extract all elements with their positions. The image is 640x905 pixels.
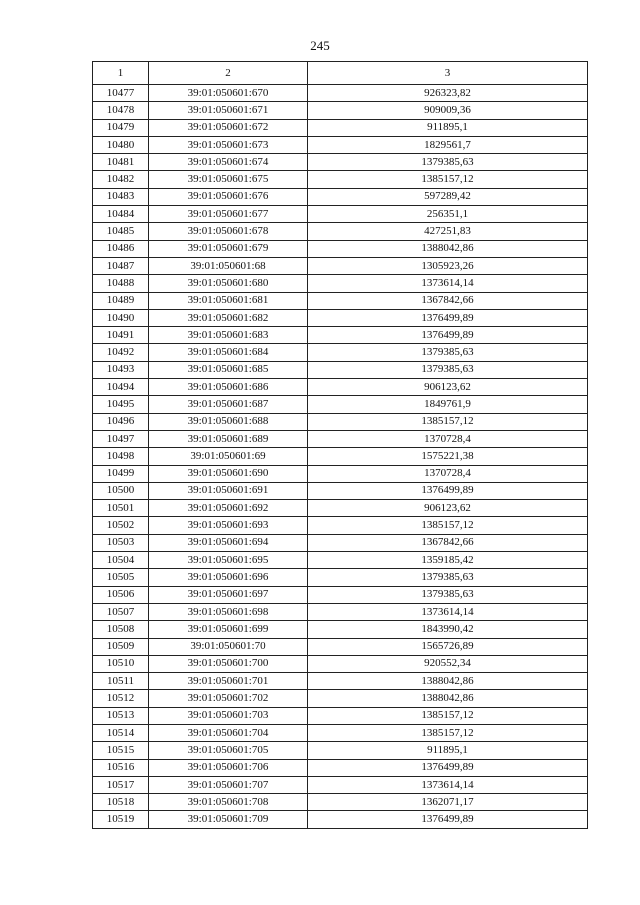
table-row (93, 794, 588, 811)
table-row (93, 482, 588, 499)
row-number-cell: 10508 (93, 621, 149, 638)
cadastral-number-cell: 39:01:050601:674 (149, 154, 308, 171)
cadastral-number-cell: 39:01:050601:706 (149, 759, 308, 776)
cadastral-value-cell: 256351,1 (308, 206, 588, 223)
cadastral-number-cell: 39:01:050601:676 (149, 188, 308, 205)
cadastral-value-cell: 1379385,63 (308, 569, 588, 586)
row-number-cell: 10502 (93, 517, 149, 534)
row-number-cell: 10478 (93, 102, 149, 119)
table-row (93, 240, 588, 257)
cadastral-value-cell: 1373614,14 (308, 275, 588, 292)
row-number-cell: 10517 (93, 776, 149, 793)
table-row (93, 517, 588, 534)
row-number-cell: 10494 (93, 379, 149, 396)
cadastral-value-cell: 1373614,14 (308, 776, 588, 793)
table-row (93, 119, 588, 136)
cadastral-value-cell: 906123,62 (308, 379, 588, 396)
table-row (93, 396, 588, 413)
cadastral-value-table (92, 61, 588, 829)
cadastral-number-cell: 39:01:050601:677 (149, 206, 308, 223)
cadastral-number-cell: 39:01:050601:703 (149, 707, 308, 724)
table-row (93, 154, 588, 171)
cadastral-number-cell: 39:01:050601:705 (149, 742, 308, 759)
cadastral-number-cell: 39:01:050601:696 (149, 569, 308, 586)
page-number: 245 (310, 38, 330, 53)
cadastral-number-cell: 39:01:050601:700 (149, 655, 308, 672)
table-body (93, 85, 588, 829)
table-row (93, 673, 588, 690)
column-header-3: 3 (308, 62, 588, 85)
table-row (93, 638, 588, 655)
row-number-cell: 10514 (93, 724, 149, 741)
row-number-cell: 10518 (93, 794, 149, 811)
cadastral-number-cell: 39:01:050601:709 (149, 811, 308, 828)
row-number-cell: 10511 (93, 673, 149, 690)
cadastral-value-cell: 1379385,63 (308, 154, 588, 171)
table-row (93, 603, 588, 620)
table-row (93, 776, 588, 793)
row-number-cell: 10490 (93, 309, 149, 326)
row-number-cell: 10519 (93, 811, 149, 828)
table-row (93, 257, 588, 274)
table-row (93, 136, 588, 153)
table-row (93, 586, 588, 603)
cadastral-number-cell: 39:01:050601:675 (149, 171, 308, 188)
cadastral-number-cell: 39:01:050601:678 (149, 223, 308, 240)
row-number-cell: 10486 (93, 240, 149, 257)
cadastral-value-cell: 1829561,7 (308, 136, 588, 153)
table-row (93, 707, 588, 724)
table-row (93, 206, 588, 223)
cadastral-number-cell: 39:01:050601:689 (149, 430, 308, 447)
cadastral-value-cell: 1376499,89 (308, 482, 588, 499)
table-row (93, 759, 588, 776)
row-number-cell: 10484 (93, 206, 149, 223)
row-number-cell: 10503 (93, 534, 149, 551)
table-row (93, 171, 588, 188)
cadastral-value-cell: 427251,83 (308, 223, 588, 240)
cadastral-number-cell: 39:01:050601:693 (149, 517, 308, 534)
row-number-cell: 10483 (93, 188, 149, 205)
row-number-cell: 10512 (93, 690, 149, 707)
row-number-cell: 10504 (93, 552, 149, 569)
cadastral-number-cell: 39:01:050601:70 (149, 638, 308, 655)
table-row (93, 569, 588, 586)
cadastral-number-cell: 39:01:050601:708 (149, 794, 308, 811)
cadastral-number-cell: 39:01:050601:684 (149, 344, 308, 361)
cadastral-value-cell: 1379385,63 (308, 586, 588, 603)
cadastral-value-cell: 926323,82 (308, 85, 588, 102)
table-row (93, 655, 588, 672)
cadastral-value-cell: 911895,1 (308, 119, 588, 136)
row-number-cell: 10510 (93, 655, 149, 672)
table-row (93, 430, 588, 447)
row-number-cell: 10487 (93, 257, 149, 274)
cadastral-number-cell: 39:01:050601:686 (149, 379, 308, 396)
row-number-cell: 10491 (93, 327, 149, 344)
row-number-cell: 10501 (93, 500, 149, 517)
cadastral-value-cell: 1305923,26 (308, 257, 588, 274)
cadastral-number-cell: 39:01:050601:681 (149, 292, 308, 309)
table-row (93, 223, 588, 240)
row-number-cell: 10488 (93, 275, 149, 292)
cadastral-number-cell: 39:01:050601:695 (149, 552, 308, 569)
row-number-cell: 10492 (93, 344, 149, 361)
table-row (93, 309, 588, 326)
row-number-cell: 10496 (93, 413, 149, 430)
table-row (93, 327, 588, 344)
cadastral-value-cell: 1373614,14 (308, 603, 588, 620)
cadastral-value-cell: 1388042,86 (308, 690, 588, 707)
table-row (93, 621, 588, 638)
cadastral-value-cell: 1376499,89 (308, 811, 588, 828)
cadastral-number-cell: 39:01:050601:691 (149, 482, 308, 499)
table-row (93, 811, 588, 828)
cadastral-number-cell: 39:01:050601:682 (149, 309, 308, 326)
cadastral-number-cell: 39:01:050601:685 (149, 361, 308, 378)
cadastral-number-cell: 39:01:050601:679 (149, 240, 308, 257)
cadastral-value-cell: 597289,42 (308, 188, 588, 205)
row-number-cell: 10482 (93, 171, 149, 188)
cadastral-value-cell: 1388042,86 (308, 240, 588, 257)
cadastral-number-cell: 39:01:050601:687 (149, 396, 308, 413)
cadastral-value-cell: 1367842,66 (308, 534, 588, 551)
cadastral-value-cell: 1362071,17 (308, 794, 588, 811)
row-number-cell: 10499 (93, 465, 149, 482)
cadastral-value-cell: 1385157,12 (308, 724, 588, 741)
row-number-cell: 10497 (93, 430, 149, 447)
row-number-cell: 10480 (93, 136, 149, 153)
cadastral-value-cell: 1849761,9 (308, 396, 588, 413)
table-row (93, 102, 588, 119)
cadastral-number-cell: 39:01:050601:690 (149, 465, 308, 482)
cadastral-value-cell: 1385157,12 (308, 707, 588, 724)
cadastral-value-cell: 1385157,12 (308, 517, 588, 534)
cadastral-value-cell: 1359185,42 (308, 552, 588, 569)
cadastral-value-cell: 1385157,12 (308, 171, 588, 188)
cadastral-number-cell: 39:01:050601:688 (149, 413, 308, 430)
table-row (93, 448, 588, 465)
cadastral-value-cell: 920552,34 (308, 655, 588, 672)
row-number-cell: 10516 (93, 759, 149, 776)
cadastral-number-cell: 39:01:050601:698 (149, 603, 308, 620)
table-row (93, 379, 588, 396)
table-row (93, 500, 588, 517)
table-row (93, 742, 588, 759)
cadastral-value-cell: 906123,62 (308, 500, 588, 517)
row-number-cell: 10477 (93, 85, 149, 102)
cadastral-value-cell: 1370728,4 (308, 430, 588, 447)
cadastral-number-cell: 39:01:050601:694 (149, 534, 308, 551)
table-row (93, 690, 588, 707)
table-row (93, 292, 588, 309)
row-number-cell: 10495 (93, 396, 149, 413)
table-header-row (93, 62, 588, 85)
cadastral-value-cell: 1565726,89 (308, 638, 588, 655)
cadastral-number-cell: 39:01:050601:69 (149, 448, 308, 465)
cadastral-value-cell: 1379385,63 (308, 361, 588, 378)
row-number-cell: 10509 (93, 638, 149, 655)
row-number-cell: 10507 (93, 603, 149, 620)
cadastral-value-cell: 1575221,38 (308, 448, 588, 465)
cadastral-number-cell: 39:01:050601:704 (149, 724, 308, 741)
row-number-cell: 10493 (93, 361, 149, 378)
row-number-cell: 10489 (93, 292, 149, 309)
cadastral-number-cell: 39:01:050601:68 (149, 257, 308, 274)
cadastral-value-cell: 1843990,42 (308, 621, 588, 638)
cadastral-value-cell: 1385157,12 (308, 413, 588, 430)
cadastral-value-cell: 909009,36 (308, 102, 588, 119)
row-number-cell: 10515 (93, 742, 149, 759)
cadastral-number-cell: 39:01:050601:697 (149, 586, 308, 603)
table-row (93, 361, 588, 378)
table-row (93, 552, 588, 569)
cadastral-value-cell: 1370728,4 (308, 465, 588, 482)
cadastral-value-cell: 1376499,89 (308, 309, 588, 326)
cadastral-value-cell: 1376499,89 (308, 759, 588, 776)
cadastral-value-cell: 1367842,66 (308, 292, 588, 309)
cadastral-value-cell: 1376499,89 (308, 327, 588, 344)
table-row (93, 275, 588, 292)
row-number-cell: 10481 (93, 154, 149, 171)
table-row (93, 344, 588, 361)
table-row (93, 85, 588, 102)
cadastral-number-cell: 39:01:050601:692 (149, 500, 308, 517)
row-number-cell: 10500 (93, 482, 149, 499)
table-row (93, 413, 588, 430)
table-row (93, 724, 588, 741)
cadastral-number-cell: 39:01:050601:671 (149, 102, 308, 119)
cadastral-number-cell: 39:01:050601:707 (149, 776, 308, 793)
column-header-2: 2 (149, 62, 308, 85)
row-number-cell: 10513 (93, 707, 149, 724)
table-row (93, 465, 588, 482)
cadastral-number-cell: 39:01:050601:670 (149, 85, 308, 102)
column-header-1: 1 (93, 62, 149, 85)
row-number-cell: 10485 (93, 223, 149, 240)
cadastral-number-cell: 39:01:050601:672 (149, 119, 308, 136)
cadastral-value-cell: 1388042,86 (308, 673, 588, 690)
cadastral-value-cell: 1379385,63 (308, 344, 588, 361)
cadastral-number-cell: 39:01:050601:673 (149, 136, 308, 153)
cadastral-number-cell: 39:01:050601:683 (149, 327, 308, 344)
cadastral-number-cell: 39:01:050601:699 (149, 621, 308, 638)
row-number-cell: 10505 (93, 569, 149, 586)
table-row (93, 534, 588, 551)
cadastral-number-cell: 39:01:050601:702 (149, 690, 308, 707)
cadastral-value-cell: 911895,1 (308, 742, 588, 759)
cadastral-number-cell: 39:01:050601:701 (149, 673, 308, 690)
row-number-cell: 10506 (93, 586, 149, 603)
table-row (93, 188, 588, 205)
row-number-cell: 10479 (93, 119, 149, 136)
cadastral-number-cell: 39:01:050601:680 (149, 275, 308, 292)
row-number-cell: 10498 (93, 448, 149, 465)
